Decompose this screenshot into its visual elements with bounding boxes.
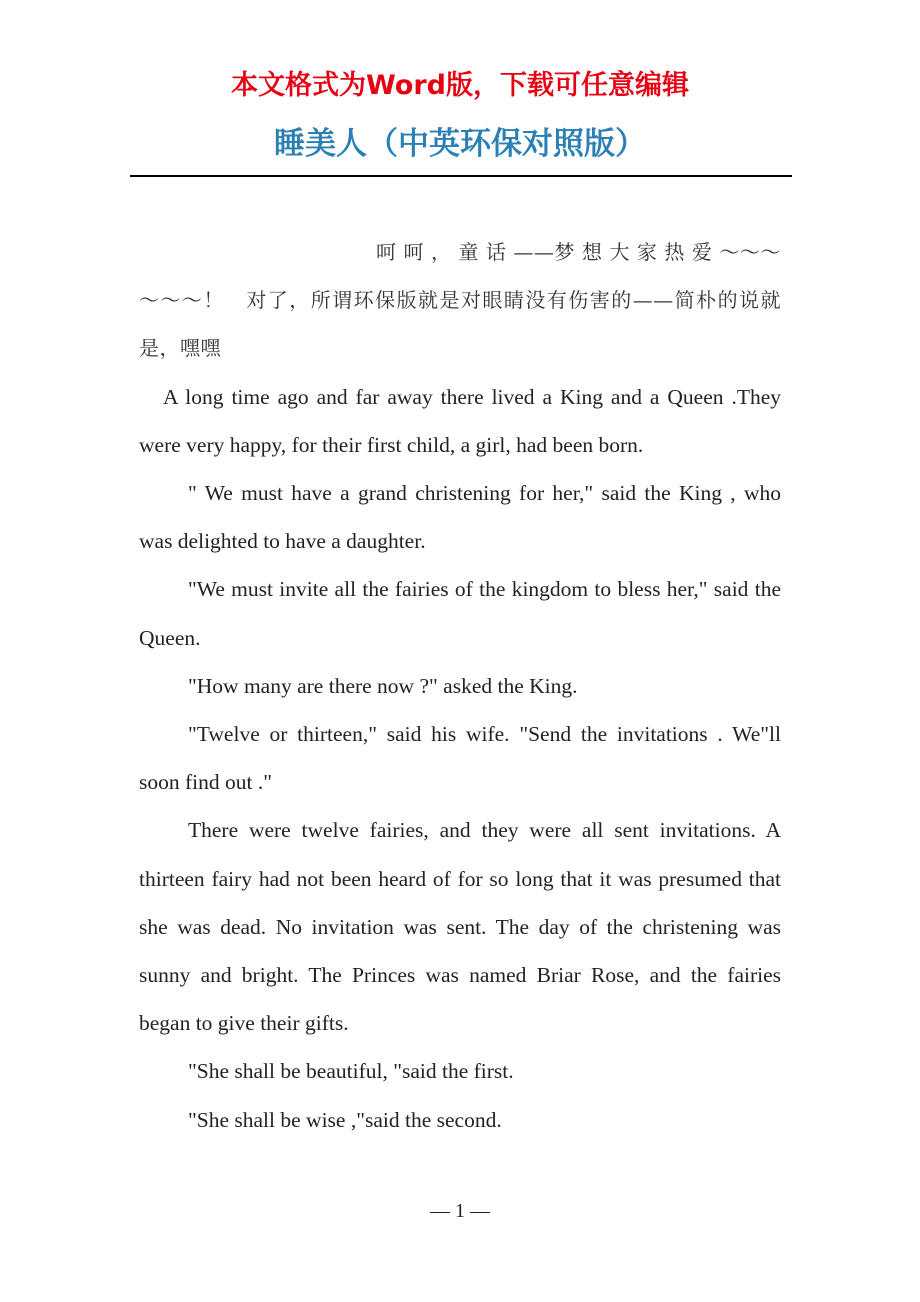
story-paragraph: "Twelve or thirteen," said his wife. "Send the invitations . We"ll soon find out ." (139, 722, 781, 795)
story-paragraph: "She shall be wise ,"said the second. (188, 1107, 502, 1132)
story-paragraph: "She shall be beautiful, "said the first. (188, 1059, 514, 1084)
page-number: — 1 — (430, 1200, 490, 1222)
story-paragraph: "We must invite all the fairies of the kingdom to bless her," said the Queen. (139, 577, 781, 650)
story-paragraph: A long time ago and far away there lived a King and a Queen .They were very happy, for their first child, a girl, had been born. (139, 384, 781, 457)
story-paragraph: "How many are there now ?" asked the King. (188, 673, 578, 698)
chinese-intro-paragraph: 呵 呵 ， 童 话 ——梦 想 大 家 热 爱 ～～～～～～！ 对了，所谓环保版就是对眼睛没有伤害的——简朴的说就是，嘿嘿 (139, 240, 781, 361)
document-title: 睡美人（中英环保对照版） (274, 126, 646, 162)
word-format-banner: 本文格式为Word版，下载可任意编辑 (230, 70, 689, 101)
document-body (139, 228, 781, 1144)
story-paragraph: " We must have a grand christening for her," said the King , who was delighted to have a daughter. (139, 481, 781, 554)
story-paragraph: There were twelve fairies, and they were all sent invitations. A thirteen fairy had not been heard of for so long that it was presumed that she was dead. No invitation was sent. The day of the christening was sunny and bright. The Princes was named Briar Rose, and the fairies began to give their gifts. (139, 818, 781, 1036)
title-divider (130, 175, 792, 177)
